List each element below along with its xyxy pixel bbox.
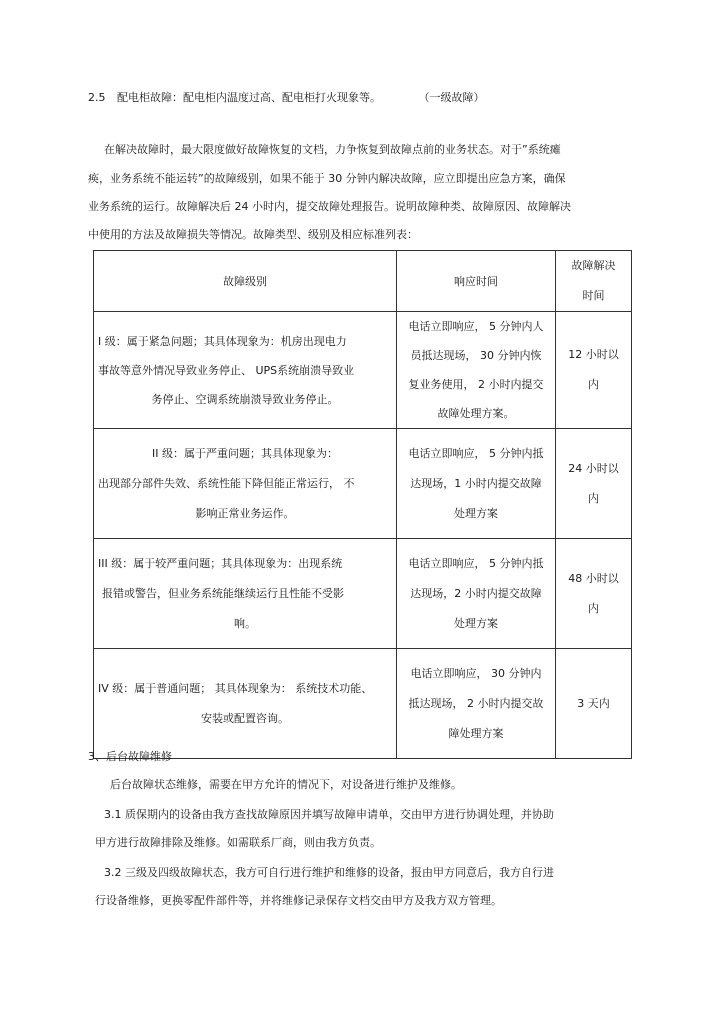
response-text: 达现场，1 小时内提交故障: [410, 476, 542, 490]
header-response-time: 响应时间: [397, 251, 556, 312]
response-text: 故障处理方案。: [437, 407, 515, 420]
resolve-cell: [556, 312, 632, 429]
intro-line-1: 在解决故障时，最大限度做好故障恢复的文档，力争恢复到故障点前的业务状态。对于”系统瘫: [104, 143, 561, 156]
section3-title: 3、后台故障维修: [88, 750, 172, 763]
level-text: I 级：属于紧急问题；其具体现象为：机房出现电力: [98, 334, 347, 348]
response-text: 障处理方案: [448, 726, 504, 740]
level-text: 事故等意外情况导致业务停止、 UPS系统崩溃导致业: [98, 363, 355, 377]
level-text: 务停止、空调系统崩溃导致业务停止。: [151, 392, 339, 406]
item-3-2-line-2: 行设备维修，更换零配件部件等，并将维修记录保存文档交由甲方及我方双方管理。: [95, 894, 502, 907]
intro-line-2: 痪，业务系统不能运转”的故障级别，如果不能于 30 分钟内解决故障，应立即提出应急方案，确保: [88, 172, 566, 185]
response-text: 复业务使用， 2 小时内提交: [408, 378, 544, 391]
table-header-row: [94, 251, 632, 312]
level-text: 安装或配置咨询。: [201, 711, 289, 725]
resolve-text: 内: [588, 378, 599, 391]
response-text: 达现场，2 小时内提交故障: [410, 586, 542, 600]
resolve-text: 12 小时以: [568, 348, 619, 361]
header-resolve-line: 时间: [582, 289, 605, 302]
section-number: 2.5: [88, 91, 106, 104]
level-cell: [94, 649, 397, 759]
response-text: 处理方案: [454, 616, 498, 630]
resolve-cell: [556, 429, 632, 539]
resolve-text: 48 小时以: [568, 571, 619, 585]
header-resolve-line: 故障解决: [571, 259, 616, 272]
level-text: III 级：属于较严重问题；其具体现象为：出现系统: [98, 556, 343, 570]
table-row: [94, 312, 632, 429]
item-3-2-line-1: 3.2 三级及四级故障状态，我方可自行进行维护和维修的设备，报由甲方同意后，我方自行进: [104, 866, 554, 879]
resolve-text: 内: [588, 491, 599, 505]
table-row: [94, 429, 632, 539]
response-text: 员抵达现场， 30 分钟内恢: [410, 349, 542, 362]
table-row: [94, 539, 632, 649]
level-text: 响。: [234, 616, 256, 630]
level-text: 影响正常业务运作。: [195, 506, 295, 520]
resolve-cell: [556, 539, 632, 649]
fault-level-tag: （一级故障）: [418, 91, 485, 104]
intro-line-4: 中使用的方法及故障损失等情况。故障类型、级别及相应标准列表：: [88, 228, 418, 241]
intro-line-3: 业务系统的运行。故障解决后 24 小时内，提交故障处理报告。说明故障种类、故障原因、故障解决: [88, 200, 571, 213]
response-text: 处理方案: [454, 506, 498, 520]
header-resolve-time: [556, 251, 632, 312]
level-text: IV 级：属于普通问题； 其具体现象为： 系统技术功能、: [98, 681, 373, 695]
resolve-text: 内: [588, 601, 599, 615]
response-cell: [397, 649, 556, 759]
section-title: 配电柜故障：配电柜内温度过高、配电柜打火现象等。: [117, 91, 381, 104]
level-text: 出现部分部件失效、系统性能下降但能正常运行， 不: [98, 476, 355, 490]
response-cell: [397, 539, 556, 649]
level-cell: [94, 312, 397, 429]
response-cell: [397, 429, 556, 539]
response-text: 电话立即响应， 30 分钟内: [410, 666, 542, 680]
level-cell: [94, 429, 397, 539]
table-row: [94, 649, 632, 759]
item-3-1-line-2: 甲方进行故障排除及维修。如需联系厂商，则由我方负责。: [95, 836, 381, 849]
section3-intro: 后台故障状态维修，需要在甲方允许的情况下，对设备进行维护及维修。: [110, 778, 462, 791]
item-3-1-line-1: 3.1 质保期内的设备由我方查找故障原因并填写故障申请单，交由甲方进行协调处理，并协助: [104, 808, 554, 821]
resolve-text: 24 小时以: [568, 461, 619, 475]
level-text: II 级：属于严重问题；其具体现象为：: [152, 446, 338, 460]
response-text: 抵达现场， 2 小时内提交故: [408, 696, 544, 710]
section-heading: [88, 91, 485, 105]
response-text: 电话立即响应， 5 分钟内抵: [408, 556, 544, 570]
resolve-cell: [556, 649, 632, 759]
resolve-text: 3 天内: [577, 696, 610, 710]
header-fault-level: 故障级别: [94, 251, 397, 312]
response-text: 电话立即响应， 5 分钟内人: [408, 320, 544, 333]
fault-level-table: [93, 250, 632, 759]
response-text: 电话立即响应， 5 分钟内抵: [408, 446, 544, 460]
level-cell: [94, 539, 397, 649]
level-text: 报错或警告，但业务系统能继续运行且性能不受影: [102, 586, 344, 600]
response-cell: [397, 312, 556, 429]
